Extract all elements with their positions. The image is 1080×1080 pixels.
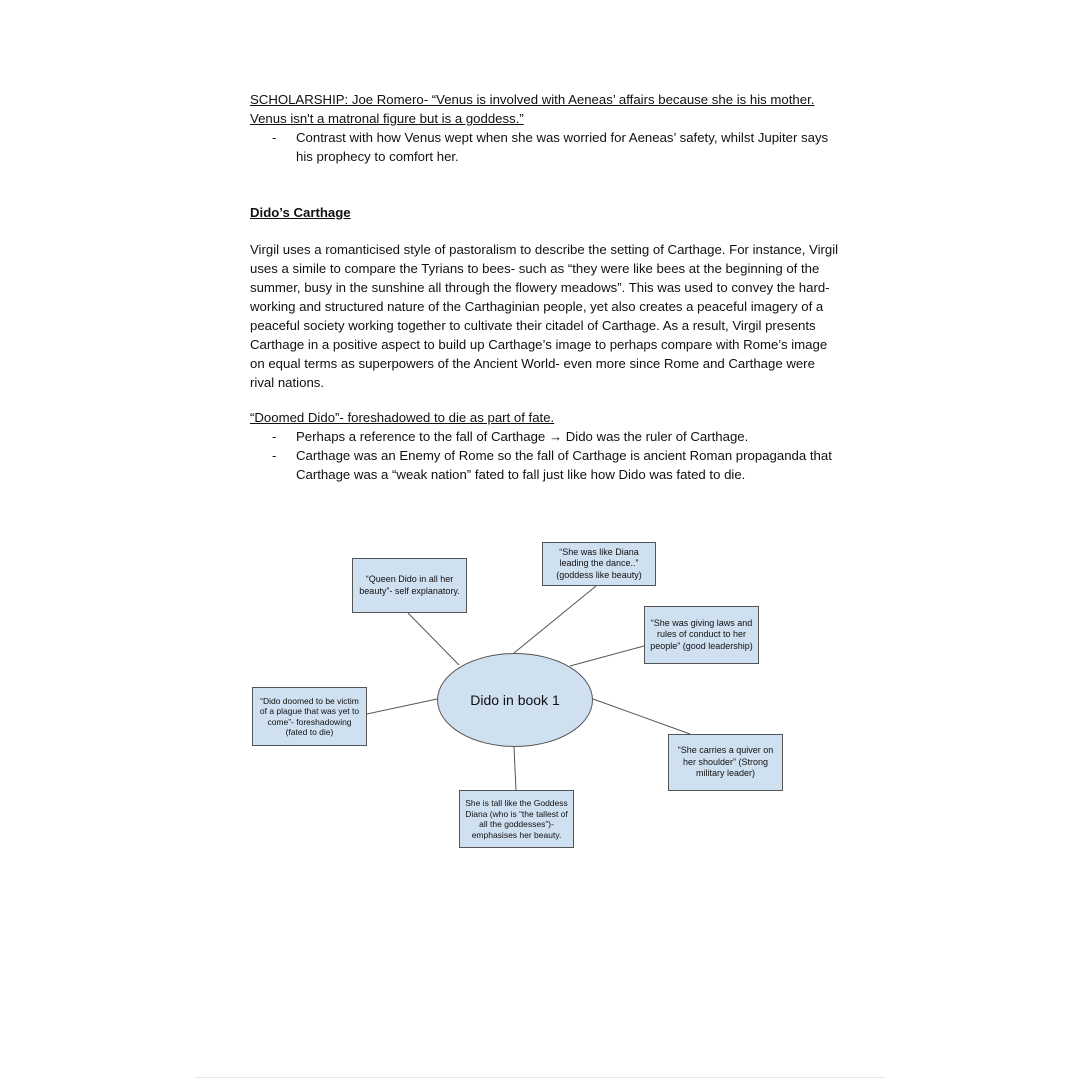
carthage-paragraph: Virgil uses a romanticised style of pastoralism to describe the setting of Carthage. For instance, Virgil uses a simile to compare the Tyrians to bees- such as “they were like bees at the beginning of the summer, busy in the sunshine all through the flowery meadows”. This was used to convey the hard-working and structured nature of the Carthaginian people, yet also creates a peaceful imagery of a peaceful society working together to cultivate their citadel of Carthage. As a result, Virgil presents Carthage in a positive aspect to build up Carthage’s image to perhaps compare with Rome’s image on equal terms as superpowers of the Ancient World- even more since Rome and Carthage were rival nations. (250, 242, 839, 390)
bullet-text: Contrast with how Venus wept when she was worried for Aeneas’ safety, whilst Jupiter says his prophecy to comfort her. (296, 130, 829, 164)
node-tall-diana: She is tall like the Goddess Diana (who is “the tallest of all the goddesses”)- emphasises her beauty. (459, 790, 574, 848)
node-diana-dance: “She was like Diana leading the dance..” (goddess like beauty) (542, 542, 656, 586)
bullet-dash: - (272, 448, 277, 463)
doomed-heading: “Doomed Dido”- foreshadowed to die as part of fate. (250, 410, 555, 425)
carthage-heading: Dido’s Carthage (250, 205, 351, 220)
list-item (250, 446, 840, 484)
node-quiver: “She carries a quiver on her shoulder” (Strong military leader) (668, 734, 783, 791)
list-item (250, 128, 840, 166)
node-giving-laws: “She was giving laws and rules of conduct to her people” (good leadership) (644, 606, 759, 664)
connector-queen (408, 613, 459, 665)
dido-mind-map (248, 538, 788, 858)
node-queen-beauty: “Queen Dido in all her beauty”- self explanatory. (352, 558, 467, 613)
scholarship-heading: SCHOLARSHIP: Joe Romero- “Venus is involved with Aeneas’ affairs because she is his mother. Venus isn't a matronal figure but is a goddess.” (250, 92, 815, 126)
node-plague: “Dido doomed to be victim of a plague that was yet to come”- foreshadowing (fated to die) (252, 687, 367, 746)
connector-plague (367, 699, 437, 714)
bullet-dash: - (272, 429, 277, 444)
doomed-section (250, 408, 840, 484)
doomed-bullets (250, 427, 840, 484)
connector-tall (514, 747, 516, 790)
connector-laws (570, 646, 644, 666)
list-item (250, 427, 840, 446)
connector-diana (514, 586, 596, 653)
scholarship-section (250, 90, 840, 166)
bullet-dash: - (272, 130, 277, 145)
connector-quiver (593, 699, 690, 734)
center-node: Dido in book 1 (437, 653, 593, 747)
scholarship-bullets (250, 128, 840, 166)
page-divider (195, 1077, 885, 1078)
bullet-text: Perhaps a reference to the fall of Carthage → Dido was the ruler of Carthage. (296, 429, 749, 444)
bullet-text: Carthage was an Enemy of Rome so the fall of Carthage is ancient Roman propaganda that Carthage was a “weak nation” fated to fall just like how Dido was fated to die. (296, 448, 832, 482)
